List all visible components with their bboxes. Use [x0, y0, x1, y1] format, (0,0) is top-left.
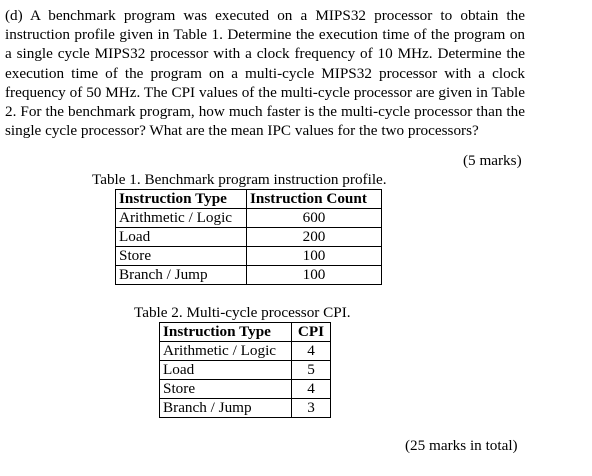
table-header-cell: Instruction Type	[160, 323, 292, 342]
table-row	[160, 342, 331, 361]
table-cell-type: Load	[160, 361, 292, 380]
question-body: A benchmark program was executed on a MIPS32 processor to obtain the instruction profile given in Table 1. Determine the execution time of the program on a single cycle MIPS32 processor with a clock frequency of 10 MHz. Determine the execution time of the program on a multi-cycle MIPS32 processor with a clock frequency of 50 MHz. The CPI values of the multi-cycle processor are given in Table 2. For the benchmark program, how much faster is the multi-cycle processor than the single cycle processor? What are the mean IPC values for the two processors?	[5, 7, 525, 140]
table-cell-type: Store	[160, 380, 292, 399]
table-cell-type: Load	[116, 228, 247, 247]
table-row	[116, 228, 382, 247]
table-header-row	[116, 190, 382, 209]
table1-caption: Table 1. Benchmark program instruction profile.	[92, 171, 387, 188]
table-row	[116, 266, 382, 285]
total-marks: (25 marks in total)	[405, 437, 518, 454]
table-cell-count: 100	[247, 266, 382, 285]
table-cell-cpi: 3	[292, 399, 331, 418]
instruction-profile-table	[115, 189, 382, 285]
table-row	[160, 380, 331, 399]
table-cell-type: Branch / Jump	[160, 399, 292, 418]
table-cell-cpi: 4	[292, 380, 331, 399]
question-marks: (5 marks)	[463, 152, 522, 169]
question-text	[5, 6, 525, 140]
table-header-row	[160, 323, 331, 342]
cpi-table	[159, 322, 331, 418]
table-cell-cpi: 5	[292, 361, 331, 380]
table-header-cell: CPI	[292, 323, 331, 342]
table-cell-count: 100	[247, 247, 382, 266]
table-header-cell: Instruction Count	[247, 190, 382, 209]
table-cell-count: 600	[247, 209, 382, 228]
table-cell-type: Branch / Jump	[116, 266, 247, 285]
table-cell-type: Arithmetic / Logic	[116, 209, 247, 228]
table-row	[160, 361, 331, 380]
table2-caption: Table 2. Multi-cycle processor CPI.	[134, 304, 351, 321]
table-row	[116, 247, 382, 266]
table-row	[160, 399, 331, 418]
table-cell-cpi: 4	[292, 342, 331, 361]
table-cell-type: Arithmetic / Logic	[160, 342, 292, 361]
table-row	[116, 209, 382, 228]
table-cell-count: 200	[247, 228, 382, 247]
table-header-cell: Instruction Type	[116, 190, 247, 209]
table-cell-type: Store	[116, 247, 247, 266]
question-label: (d)	[5, 7, 23, 24]
